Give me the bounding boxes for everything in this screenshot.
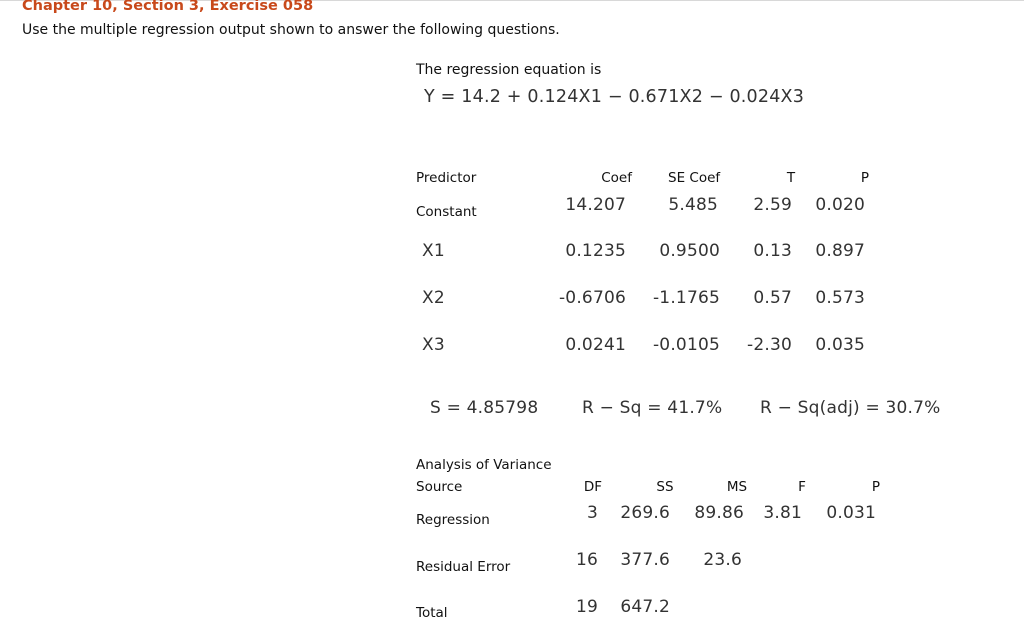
anova-ms-regression: 89.86 bbox=[694, 503, 744, 523]
coef-constant: 14.207 bbox=[565, 195, 626, 215]
header-p: P bbox=[860, 170, 870, 186]
anova-df-regression: 3 bbox=[586, 503, 598, 523]
r-squared: R − Sq = 41.7% bbox=[582, 398, 723, 418]
anova-header-source: Source bbox=[416, 479, 463, 495]
predictor-x3: X3 bbox=[422, 335, 445, 355]
r-squared-adjusted: R − Sq(adj) = 30.7% bbox=[760, 398, 941, 418]
header-coef: Coef bbox=[601, 170, 632, 186]
predictor-x2: X2 bbox=[422, 288, 445, 308]
p-x1: 0.897 bbox=[815, 241, 865, 261]
se-coef-x1: 0.9500 bbox=[659, 241, 720, 261]
header-predictor: Predictor bbox=[416, 170, 477, 186]
anova-ss-regression: 269.6 bbox=[620, 503, 670, 523]
coef-x2: -0.6706 bbox=[558, 288, 626, 308]
t-x3: -2.30 bbox=[747, 335, 792, 355]
coef-x3: 0.0241 bbox=[565, 335, 626, 355]
t-x2: 0.57 bbox=[753, 288, 792, 308]
se-coef-x3: -0.0105 bbox=[652, 335, 720, 355]
instructions-text: Use the multiple regression output shown to answer the following questions. bbox=[22, 22, 560, 38]
header-t: T bbox=[786, 170, 796, 186]
regression-equation-label: The regression equation is bbox=[416, 62, 602, 78]
se-coef-constant: 5.485 bbox=[668, 195, 718, 215]
exercise-title: Chapter 10, Section 3, Exercise 058 bbox=[22, 0, 314, 14]
header-se-coef: SE Coef bbox=[668, 170, 721, 186]
anova-header-ss: SS bbox=[656, 479, 674, 495]
s-statistic: S = 4.85798 bbox=[430, 398, 539, 418]
p-constant: 0.020 bbox=[815, 195, 865, 215]
anova-source-residual: Residual Error bbox=[416, 559, 511, 575]
anova-p-regression: 0.031 bbox=[826, 503, 876, 523]
anova-header-p: P bbox=[871, 479, 881, 495]
anova-ss-total: 647.2 bbox=[620, 597, 670, 617]
anova-source-regression: Regression bbox=[416, 512, 490, 528]
regression-equation: Y = 14.2 + 0.124X1 − 0.671X2 − 0.024X3 bbox=[424, 87, 805, 107]
p-x3: 0.035 bbox=[815, 335, 865, 355]
anova-header-f: F bbox=[798, 479, 806, 495]
t-constant: 2.59 bbox=[753, 195, 792, 215]
predictor-x1: X1 bbox=[422, 241, 445, 261]
predictor-constant: Constant bbox=[416, 204, 477, 220]
anova-source-total: Total bbox=[416, 605, 448, 621]
anova-header-ms: MS bbox=[726, 479, 748, 495]
anova-df-total: 19 bbox=[575, 597, 598, 617]
anova-title: Analysis of Variance bbox=[416, 457, 552, 473]
anova-ms-residual: 23.6 bbox=[703, 550, 742, 570]
se-coef-x2: -1.1765 bbox=[652, 288, 720, 308]
t-x1: 0.13 bbox=[753, 241, 792, 261]
anova-header-df: DF bbox=[583, 479, 603, 495]
anova-ss-residual: 377.6 bbox=[620, 550, 670, 570]
anova-df-residual: 16 bbox=[575, 550, 598, 570]
coef-x1: 0.1235 bbox=[565, 241, 626, 261]
p-x2: 0.573 bbox=[815, 288, 865, 308]
anova-f-regression: 3.81 bbox=[763, 503, 802, 523]
